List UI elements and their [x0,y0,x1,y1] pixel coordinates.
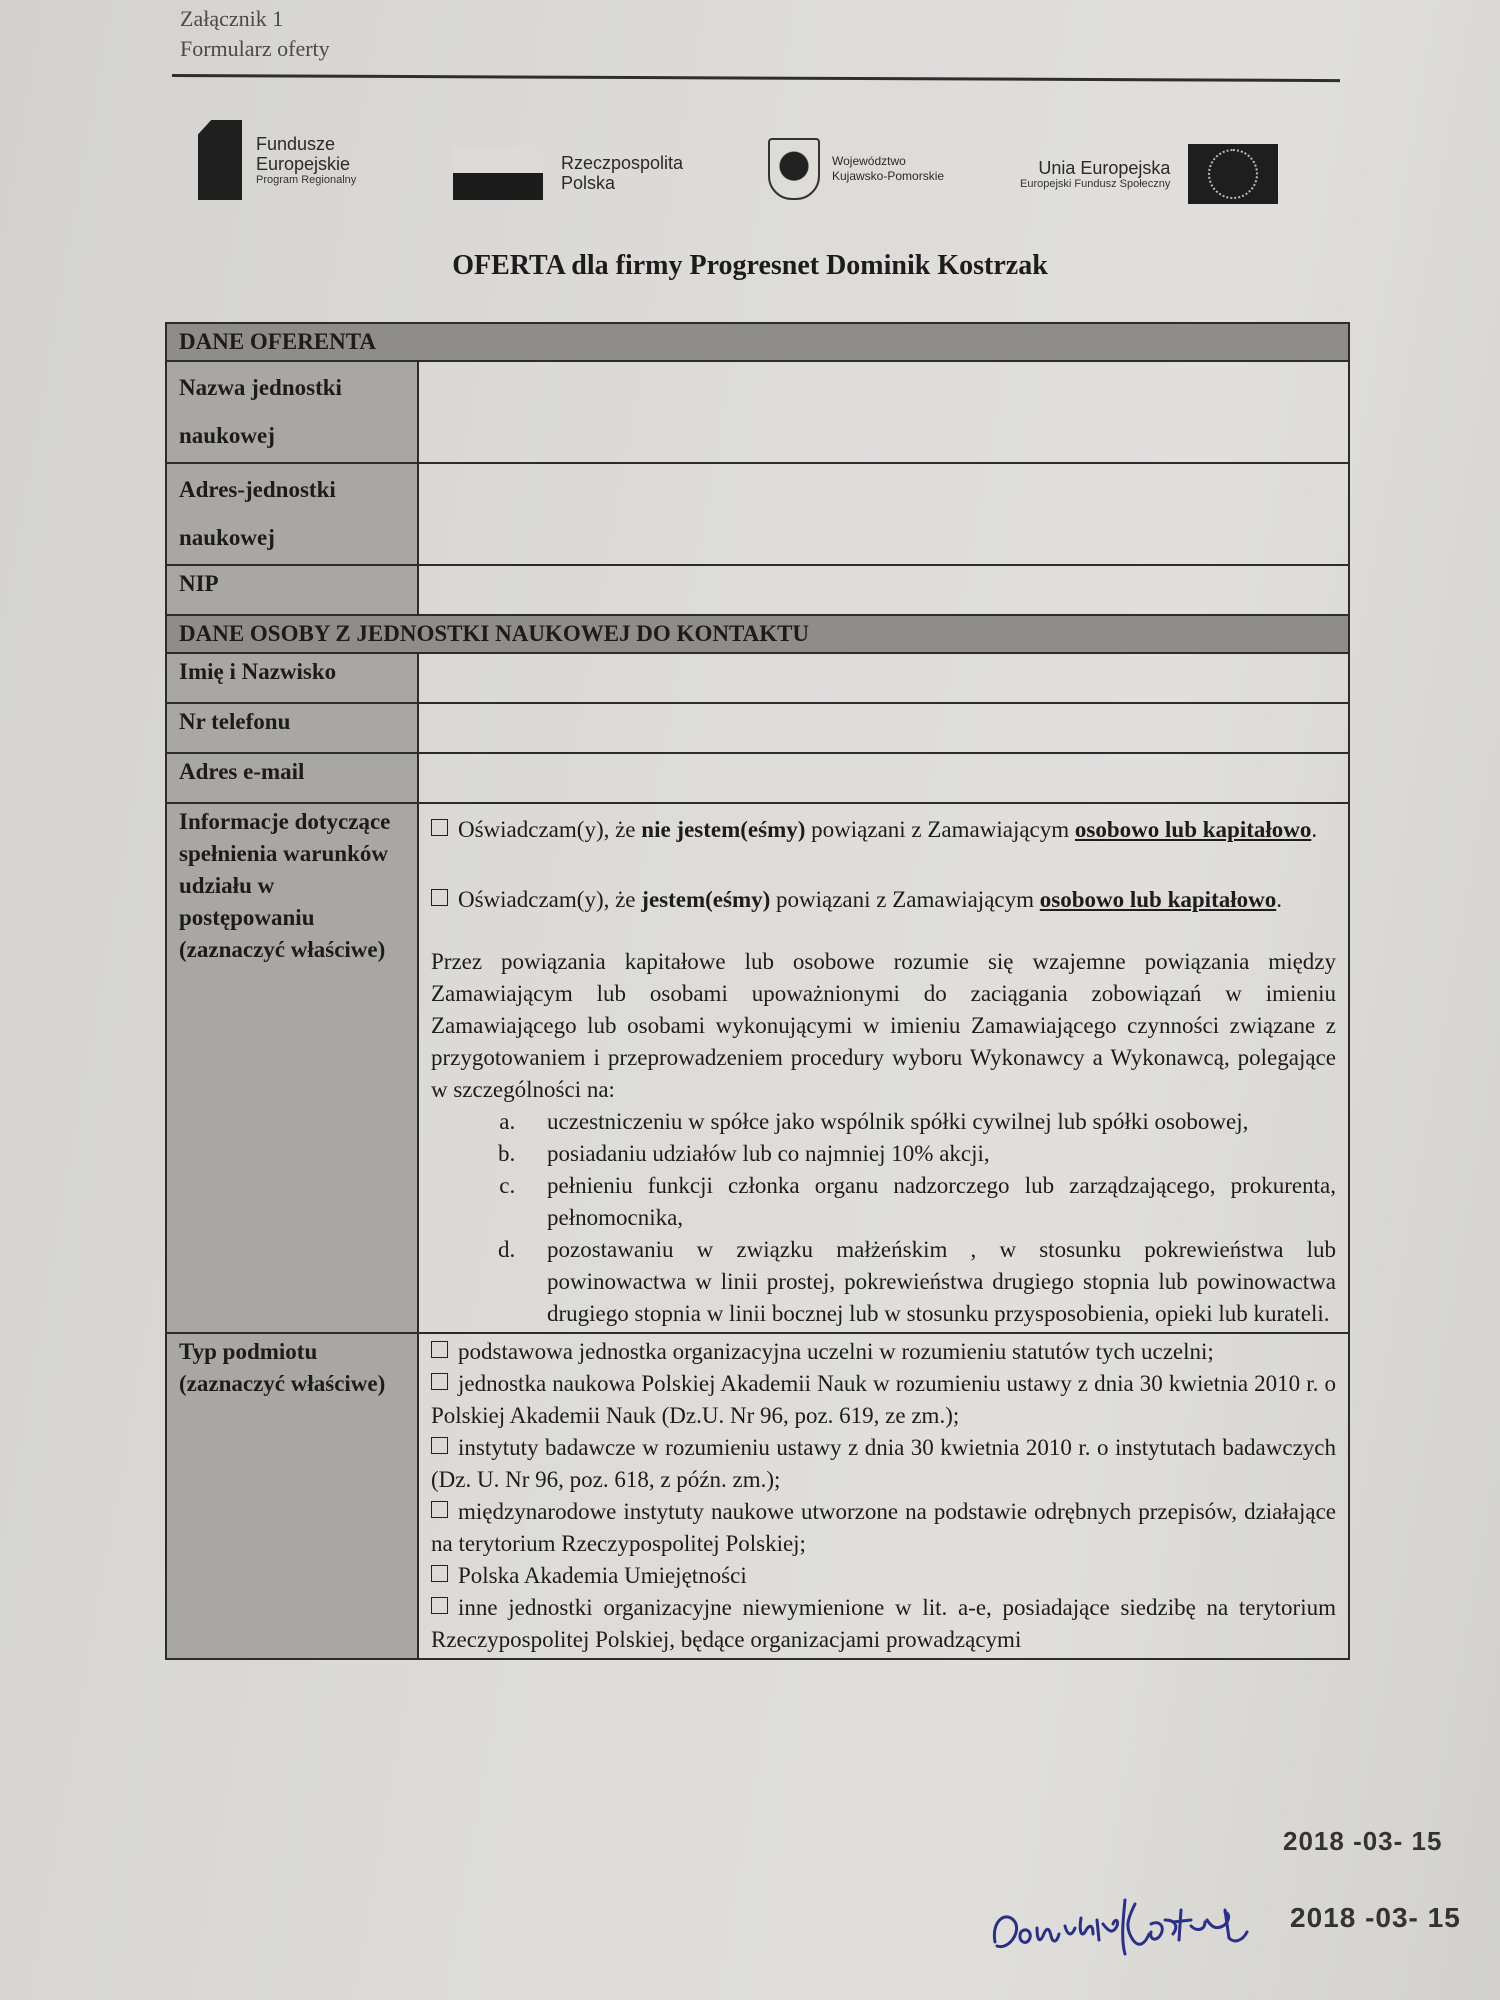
ue-line2: Europejski Fundusz Społeczny [1020,178,1171,190]
list-item: b. posiadaniu udziałów lub co najmniej 10% akcji, [521,1138,1336,1170]
rp-line2: Polska [561,173,616,193]
field-nip[interactable] [418,565,1349,615]
section-dane-osoby: DANE OSOBY Z JEDNOSTKI NAUKOWEJ DO KONTAKTU [166,615,1349,653]
field-nr-telefonu[interactable] [418,703,1349,753]
list-item: d. pozostawaniu w związku małżeńskim , w stosunku pokrewieństwa lub powinowactwa w linii prostej, pokrewieństwa drugiego stopnia lub powinowactwa drugiego stopnia w linii bocznej lub w stosunku przysposobienia, opieki lub kurateli. [521,1234,1336,1330]
typ-option-miedzynarodowe[interactable]: międzynarodowe instytuty naukowe utworzone na podstawie odrębnych przepisów, działające na terytorium Rzeczypospolitej Polskiej; [431,1499,1336,1556]
logo-strip [198,118,1322,208]
label-informacje: Informacje dotyczące spełnienia warunków udziału w postępowaniu (zaznaczyć właściwe) [166,803,418,1333]
fe-line1: Fundusze [256,134,336,154]
typ-option-instytuty-badawcze[interactable]: instytuty badawcze w rozumieniu ustawy z dnia 30 kwietnia 2010 r. o instytutach badawczych (Dz. U. Nr 96, poz. 618, z późn. zm.); [431,1435,1336,1492]
option-powiazani[interactable]: Oświadczam(y), że jestem(eśmy) powiązani z Zamawiającym osobowo lub kapitałowo. [431,884,1336,916]
typ-option-inne[interactable]: inne jednostki organizacyjne niewymienione w lit. a-e, posiadające siedzibę na terytorium Rzeczypospolitej Polskiej, będące organizacjami prowadzącymi [431,1595,1336,1652]
field-imie-nazwisko[interactable] [418,653,1349,703]
field-informacje [418,803,1349,1333]
typ-option-pau[interactable]: Polska Akademia Umiejętności [431,1560,1336,1592]
label-imie-nazwisko: Imię i Nazwisko [166,653,418,703]
label-adres-email: Adres e-mail [166,753,418,803]
typ-option-uczelnia[interactable]: podstawowa jednostka organizacyjna uczelni w rozumieniu statutów tych uczelni; [431,1336,1336,1368]
explanation-text: Przez powiązania kapitałowe lub osobowe rozumie się wzajemne powiązania między Zamawiającym lub osobami upoważnionymi do zaciągania zobowiązań w imieniu Zamawiającego lub osobami wykonującymi w imieniu Zamawiającego czynności związane z przygotowaniem i przeprowadzeniem procedury wyboru Wykonawcy a Wykonawcą, polegające w szczególności na: [431,949,1336,1102]
label-nazwa-jednostki: Nazwa jednostki naukowej [166,361,418,463]
checkbox-nie-powiazani[interactable] [431,819,448,836]
label-nip: NIP [166,565,418,615]
fe-star-icon [198,120,242,200]
relationship-list [431,1106,1336,1330]
label-adres-jednostki: Adres-jednostki naukowej [166,463,418,565]
wk-line2: Kujawsko-Pomorskie [832,169,945,183]
eu-flag-icon [1188,144,1278,204]
option-nie-powiazani[interactable]: Oświadczam(y), że nie jestem(eśmy) powiązani z Zamawiającym osobowo lub kapitałowo. [431,814,1336,846]
wk-line1: Województwo [832,154,906,168]
date-stamp-top: 2018 -03- 15 [1283,1826,1443,1856]
header-attachment: Załącznik 1 [180,6,284,31]
fundusze-europejskie-logo [198,120,356,200]
polish-flag-icon [453,146,543,200]
checkbox-icon[interactable] [431,1565,448,1582]
date-stamp-bottom: 2018 -03- 15 [1290,1902,1461,1933]
wojewodztwo-logo [768,138,944,200]
list-item: a. uczestniczeniu w spółce jako wspólnik spółki cywilnej lub spółki osobowej, [521,1106,1336,1138]
list-item: c. pełnieniu funkcji członka organu nadzorczego lub zarządzającego, prokurenta, pełnomocnika, [521,1170,1336,1234]
field-adres-jednostki[interactable] [418,463,1349,565]
coat-of-arms-icon [768,138,820,200]
label-typ-podmiotu: Typ podmiotu (zaznaczyć właściwe) [166,1333,418,1659]
field-nazwa-jednostki[interactable] [418,361,1349,463]
rp-line1: Rzeczpospolita [561,153,684,173]
document-header [180,4,330,64]
label-nr-telefonu: Nr telefonu [166,703,418,753]
offer-form-table [165,322,1350,1660]
checkbox-icon[interactable] [431,1597,448,1614]
checkbox-powiazani[interactable] [431,889,448,906]
rzeczpospolita-logo [453,146,683,200]
checkbox-icon[interactable] [431,1501,448,1518]
section-dane-oferenta: DANE OFERENTA [166,323,1349,361]
header-form-name: Formularz oferty [180,36,330,61]
fe-line3: Program Regionalny [256,174,357,186]
checkbox-icon[interactable] [431,1373,448,1390]
checkbox-icon[interactable] [431,1341,448,1358]
typ-option-pan[interactable]: jednostka naukowa Polskiej Akademii Nauk w rozumieniu ustawy z dnia 30 kwietnia 2010 r. o Polskiej Akademii Nauk (Dz.U. Nr 96, poz. 619, ze zm.); [431,1371,1336,1428]
field-typ-podmiotu [418,1333,1349,1659]
unia-europejska-logo [1020,144,1278,204]
checkbox-icon[interactable] [431,1437,448,1454]
fe-line2: Europejskie [256,154,351,174]
header-divider [172,74,1340,82]
document-title: OFERTA dla firmy Progresnet Dominik Kostrzak [452,250,1048,281]
field-adres-email[interactable] [418,753,1349,803]
signature-image [985,1880,1255,1970]
ue-line1: Unia Europejska [1038,158,1171,178]
